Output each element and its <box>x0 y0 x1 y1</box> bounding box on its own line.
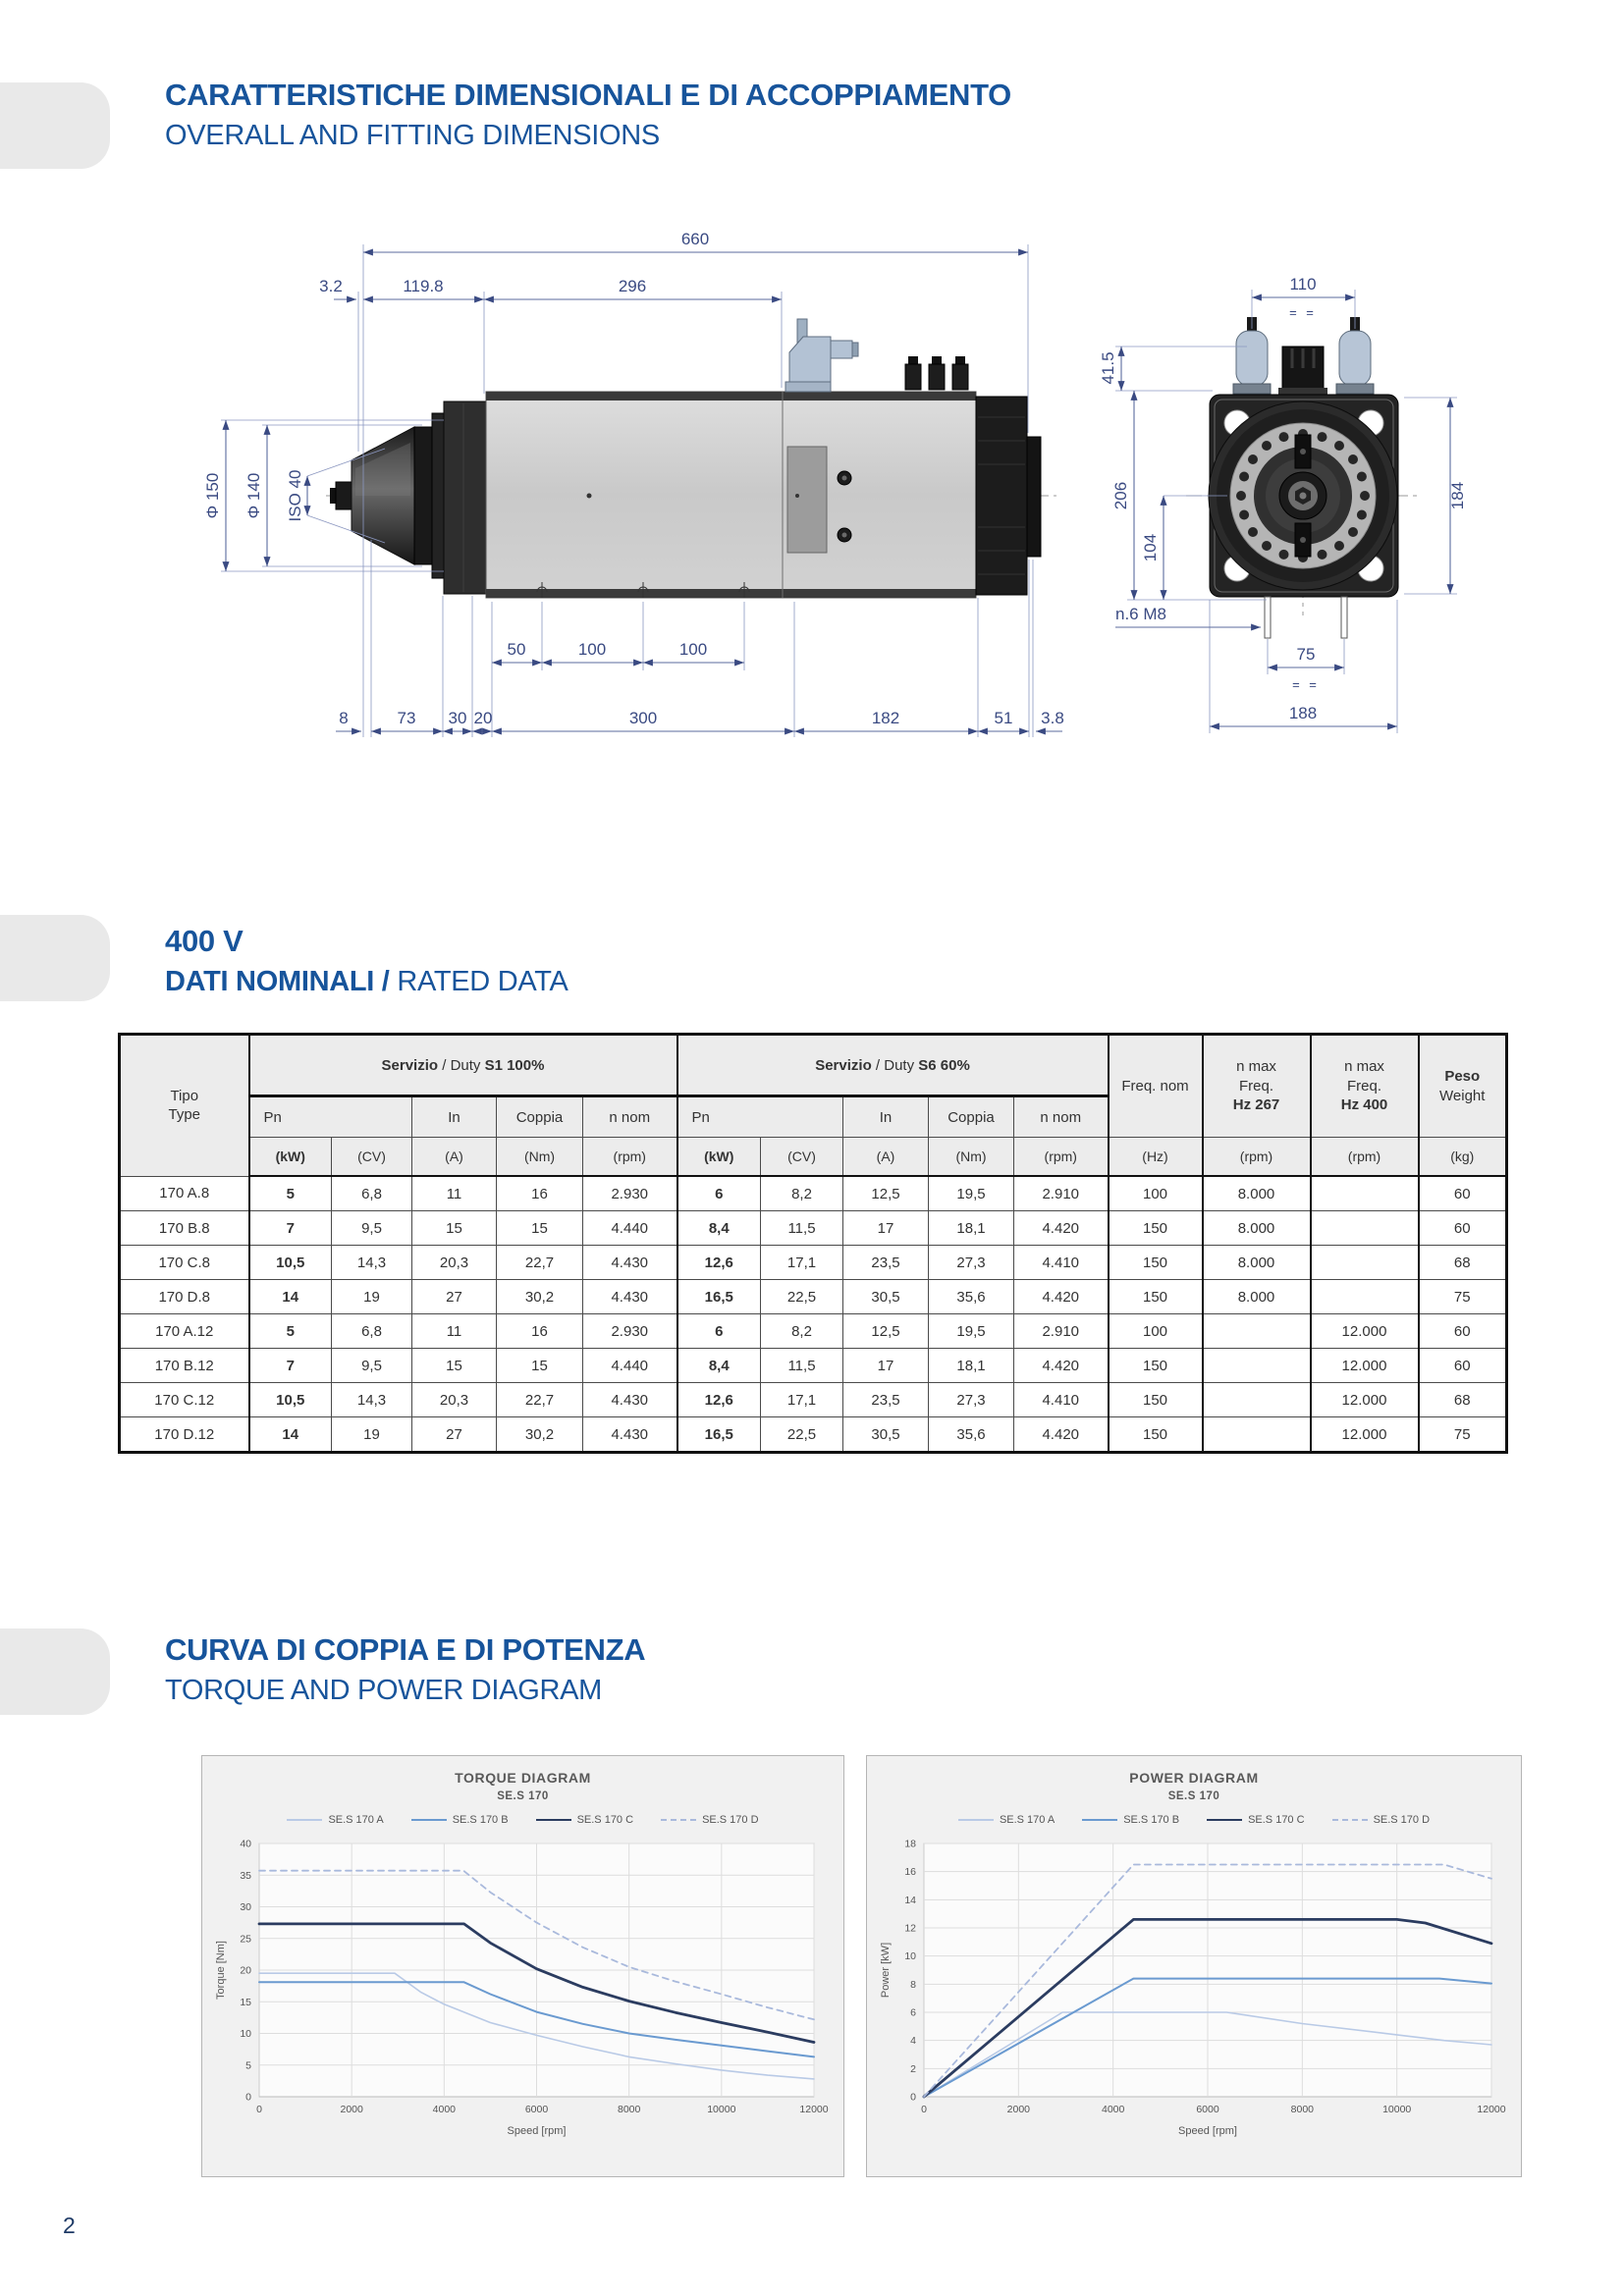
cell: 4.440 <box>583 1211 677 1246</box>
legend-item <box>287 1814 383 1826</box>
cell: 16 <box>497 1176 583 1211</box>
table-row <box>120 1417 1507 1453</box>
subheader-coppia-s6: Coppia <box>929 1096 1014 1138</box>
subheader-pn-s6: Pn <box>677 1096 843 1138</box>
cell: 19,5 <box>929 1176 1014 1211</box>
cell: 16,5 <box>677 1417 761 1453</box>
chart-title: TORQUE DIAGRAM <box>455 1770 591 1786</box>
unit-header: (rpm) <box>1311 1138 1419 1177</box>
cell: 11 <box>412 1176 497 1211</box>
unit-header: (Nm) <box>497 1138 583 1177</box>
legend-swatch <box>411 1819 447 1821</box>
table-row <box>120 1280 1507 1314</box>
cell: 2.910 <box>1014 1314 1109 1349</box>
cell: 8.000 <box>1203 1211 1311 1246</box>
dim-660: 660 <box>680 230 710 248</box>
x-axis-label: Speed [rpm] <box>507 2125 567 2137</box>
cell: 6,8 <box>332 1176 412 1211</box>
dim-182: 182 <box>871 709 900 727</box>
dim-dia150: Φ 150 <box>203 472 222 519</box>
cell: 75 <box>1419 1280 1507 1314</box>
cell: 4.430 <box>583 1280 677 1314</box>
cell: 170 D.12 <box>120 1417 249 1453</box>
cell: 170 A.12 <box>120 1314 249 1349</box>
cell: 6 <box>677 1176 761 1211</box>
cell: 11,5 <box>761 1211 843 1246</box>
cell: 12.000 <box>1311 1383 1419 1417</box>
legend-label: SE.S 170 A <box>328 1814 384 1826</box>
subheader-coppia-s1: Coppia <box>497 1096 583 1138</box>
ytick-label: 20 <box>240 1964 251 1977</box>
cell: 15 <box>412 1211 497 1246</box>
plot-area <box>877 1836 1511 2142</box>
cell: 19,5 <box>929 1314 1014 1349</box>
cell: 4.420 <box>1014 1211 1109 1246</box>
cell: 9,5 <box>332 1349 412 1383</box>
ytick-label: 35 <box>240 1869 251 1882</box>
legend-item <box>536 1814 633 1826</box>
cell: 4.430 <box>583 1246 677 1280</box>
torque-diagram-chart <box>201 1755 844 2177</box>
xtick-label: 10000 <box>707 2104 736 2115</box>
cell: 22,5 <box>761 1417 843 1453</box>
dim-73: 73 <box>397 709 416 727</box>
cell: 12,6 <box>677 1383 761 1417</box>
legend-label: SE.S 170 A <box>999 1814 1056 1826</box>
cell: 4.420 <box>1014 1417 1109 1453</box>
cell: 4.420 <box>1014 1349 1109 1383</box>
dim-100a: 100 <box>577 640 607 659</box>
legend-swatch <box>1082 1819 1117 1821</box>
ytick-label: 25 <box>240 1933 251 1946</box>
cell: 4.410 <box>1014 1246 1109 1280</box>
dim-206: 206 <box>1111 481 1130 510</box>
table-row <box>120 1211 1507 1246</box>
chart-title: POWER DIAGRAM <box>1129 1770 1259 1786</box>
cell: 15 <box>497 1349 583 1383</box>
cell: 12,6 <box>677 1246 761 1280</box>
cell: 7 <box>249 1211 332 1246</box>
unit-header: (Nm) <box>929 1138 1014 1177</box>
header-peso: Peso Weight <box>1419 1035 1507 1138</box>
section-tab <box>0 82 110 169</box>
cell: 12,5 <box>843 1176 929 1211</box>
unit-header: (kW) <box>677 1138 761 1177</box>
cell <box>1311 1211 1419 1246</box>
ytick-label: 30 <box>240 1901 251 1913</box>
dim-50: 50 <box>507 640 526 659</box>
cell: 150 <box>1109 1211 1203 1246</box>
plot-area <box>212 1836 834 2142</box>
cell: 68 <box>1419 1246 1507 1280</box>
cell: 14 <box>249 1280 332 1314</box>
cell: 170 B.12 <box>120 1349 249 1383</box>
technical-drawing <box>98 201 1532 780</box>
dim-184: 184 <box>1448 481 1467 510</box>
legend-item <box>1082 1814 1179 1826</box>
section-tab <box>0 915 110 1001</box>
section-tab <box>0 1629 110 1715</box>
table-row <box>120 1314 1507 1349</box>
rated-data-table <box>118 1033 1508 1454</box>
ytick-label: 15 <box>240 1996 251 2008</box>
section-heading-rated-data <box>165 921 568 1001</box>
xtick-label: 4000 <box>432 2104 457 2115</box>
subheader-in-s6: In <box>843 1096 929 1138</box>
cell: 4.410 <box>1014 1383 1109 1417</box>
subheader-nnom-s6: n nom <box>1014 1096 1109 1138</box>
cell: 8.000 <box>1203 1246 1311 1280</box>
cell: 150 <box>1109 1246 1203 1280</box>
cell: 4.430 <box>583 1417 677 1453</box>
cell: 17,1 <box>761 1246 843 1280</box>
cell: 8,2 <box>761 1314 843 1349</box>
cell: 8,4 <box>677 1349 761 1383</box>
cell: 2.910 <box>1014 1176 1109 1211</box>
ytick-label: 12 <box>904 1922 916 1935</box>
header-nmax-267: n max Freq. Hz 267 <box>1203 1035 1311 1138</box>
subheader-nnom-s1: n nom <box>583 1096 677 1138</box>
cell: 100 <box>1109 1176 1203 1211</box>
cell <box>1203 1349 1311 1383</box>
table-row <box>120 1383 1507 1417</box>
xtick-label: 2000 <box>1006 2104 1031 2115</box>
cell <box>1203 1383 1311 1417</box>
cell: 15 <box>497 1211 583 1246</box>
cell: 19 <box>332 1417 412 1453</box>
xtick-label: 8000 <box>617 2104 641 2115</box>
xtick-label: 2000 <box>340 2104 363 2115</box>
subheader-in-s1: In <box>412 1096 497 1138</box>
side-view <box>203 230 1064 737</box>
cell: 8.000 <box>1203 1280 1311 1314</box>
xtick-label: 12000 <box>799 2104 829 2115</box>
legend-swatch <box>287 1819 322 1821</box>
power-diagram-chart <box>866 1755 1522 2177</box>
dim-296: 296 <box>618 277 647 295</box>
cell: 4.440 <box>583 1349 677 1383</box>
cell: 170 C.12 <box>120 1383 249 1417</box>
cell: 14,3 <box>332 1246 412 1280</box>
legend-swatch <box>958 1819 994 1821</box>
cell: 150 <box>1109 1349 1203 1383</box>
cell: 170 D.8 <box>120 1280 249 1314</box>
cell: 12.000 <box>1311 1417 1419 1453</box>
dim-104: 104 <box>1141 533 1160 562</box>
cell <box>1311 1246 1419 1280</box>
unit-header: (A) <box>412 1138 497 1177</box>
cell: 12,5 <box>843 1314 929 1349</box>
subheader-pn-s1: Pn <box>249 1096 412 1138</box>
dim-iso40: ISO 40 <box>286 469 304 522</box>
cell: 20,3 <box>412 1383 497 1417</box>
table-row <box>120 1349 1507 1383</box>
ytick-label: 16 <box>904 1866 916 1879</box>
cell: 23,5 <box>843 1246 929 1280</box>
xtick-label: 10000 <box>1382 2104 1412 2115</box>
cell: 150 <box>1109 1280 1203 1314</box>
ytick-label: 14 <box>904 1894 916 1906</box>
header-nmax-400: n max Freq. Hz 400 <box>1311 1035 1419 1138</box>
cell: 19 <box>332 1280 412 1314</box>
cell: 30,5 <box>843 1280 929 1314</box>
legend-label: SE.S 170 B <box>1123 1814 1180 1826</box>
cell: 11,5 <box>761 1349 843 1383</box>
heading-italian: CURVA DI COPPIA E DI POTENZA <box>165 1632 646 1667</box>
legend-swatch <box>661 1819 696 1821</box>
unit-header: (kg) <box>1419 1138 1507 1177</box>
legend-label: SE.S 170 D <box>702 1814 759 1826</box>
dim-300: 300 <box>628 709 658 727</box>
cell: 10,5 <box>249 1383 332 1417</box>
label-n6-m8: n.6 M8 <box>1115 605 1166 623</box>
cell: 12.000 <box>1311 1314 1419 1349</box>
ytick-label: 2 <box>910 2062 916 2075</box>
cell: 23,5 <box>843 1383 929 1417</box>
dim-dia140: Φ 140 <box>244 472 263 519</box>
ytick-label: 10 <box>240 2028 251 2040</box>
cell: 75 <box>1419 1417 1507 1453</box>
header-freq-nom: Freq. nom <box>1109 1035 1203 1138</box>
header-duty-s6: Servizio / Duty S6 60% <box>677 1035 1109 1096</box>
hose-elbow-fitting <box>785 319 858 392</box>
rated-data-table-wrap <box>118 1033 1508 1454</box>
dim-30: 30 <box>448 709 467 727</box>
cell: 68 <box>1419 1383 1507 1417</box>
dim-8: 8 <box>339 709 349 727</box>
chart-subtitle: SE.S 170 <box>1167 1790 1220 1802</box>
cell: 16 <box>497 1314 583 1349</box>
legend-swatch <box>1207 1819 1242 1821</box>
xtick-label: 6000 <box>1196 2104 1219 2115</box>
ytick-label: 4 <box>910 2035 916 2048</box>
cell: 170 B.8 <box>120 1211 249 1246</box>
cell: 10,5 <box>249 1246 332 1280</box>
dim-3-8: 3.8 <box>1041 709 1064 727</box>
legend-label: SE.S 170 D <box>1373 1814 1431 1826</box>
cell: 27 <box>412 1417 497 1453</box>
dim-100b: 100 <box>678 640 708 659</box>
cell: 30,2 <box>497 1417 583 1453</box>
end-view <box>1099 275 1467 733</box>
cell: 15 <box>412 1349 497 1383</box>
cell: 8.000 <box>1203 1176 1311 1211</box>
table-row <box>120 1176 1507 1211</box>
cell: 6,8 <box>332 1314 412 1349</box>
cell <box>1203 1314 1311 1349</box>
dim-3-2: 3.2 <box>319 277 343 295</box>
cable-glands <box>905 356 968 390</box>
chart-legend <box>867 1814 1521 1826</box>
cell: 17 <box>843 1211 929 1246</box>
legend-item <box>661 1814 758 1826</box>
x-axis-label: Speed [rpm] <box>1178 2125 1237 2137</box>
cell: 30,2 <box>497 1280 583 1314</box>
cell: 27,3 <box>929 1383 1014 1417</box>
cell: 150 <box>1109 1383 1203 1417</box>
cell: 5 <box>249 1314 332 1349</box>
voltage-label: 400 V <box>165 924 244 958</box>
cell: 60 <box>1419 1314 1507 1349</box>
unit-header: (rpm) <box>1014 1138 1109 1177</box>
cell: 60 <box>1419 1211 1507 1246</box>
section-heading-curves <box>165 1629 645 1710</box>
cell: 8,4 <box>677 1211 761 1246</box>
dim-41-5: 41.5 <box>1099 351 1117 385</box>
cell: 60 <box>1419 1349 1507 1383</box>
cell: 2.930 <box>583 1176 677 1211</box>
cell: 170 A.8 <box>120 1176 249 1211</box>
equal-marks-top: = = <box>1289 305 1317 320</box>
ytick-label: 5 <box>245 2059 251 2072</box>
cell: 20,3 <box>412 1246 497 1280</box>
legend-swatch <box>1332 1819 1368 1821</box>
cell <box>1203 1417 1311 1453</box>
cell: 17 <box>843 1349 929 1383</box>
cell <box>1311 1280 1419 1314</box>
cell: 14,3 <box>332 1383 412 1417</box>
legend-label: SE.S 170 C <box>1248 1814 1305 1826</box>
unit-header: (CV) <box>761 1138 843 1177</box>
y-axis-label: Torque [Nm] <box>215 1941 227 2000</box>
ytick-label: 18 <box>904 1838 916 1850</box>
chart-subtitle: SE.S 170 <box>497 1790 549 1802</box>
section-heading-dimensions <box>165 75 1011 155</box>
unit-header: (A) <box>843 1138 929 1177</box>
xtick-label: 12000 <box>1477 2104 1506 2115</box>
heading-bilingual <box>165 962 568 1001</box>
ytick-label: 0 <box>245 2091 251 2104</box>
chart-legend <box>202 1814 843 1826</box>
heading-english: TORQUE AND POWER DIAGRAM <box>165 1675 603 1706</box>
cell: 18,1 <box>929 1349 1014 1383</box>
dim-51: 51 <box>994 709 1013 727</box>
dim-75: 75 <box>1296 645 1316 664</box>
cell: 14 <box>249 1417 332 1453</box>
cell: 4.420 <box>1014 1280 1109 1314</box>
cell: 170 C.8 <box>120 1246 249 1280</box>
cell: 60 <box>1419 1176 1507 1211</box>
cell: 22,5 <box>761 1280 843 1314</box>
cell: 2.930 <box>583 1314 677 1349</box>
cell: 7 <box>249 1349 332 1383</box>
cell: 30,5 <box>843 1417 929 1453</box>
equal-marks-bottom: = = <box>1292 677 1320 692</box>
cell: 27 <box>412 1280 497 1314</box>
cell: 17,1 <box>761 1383 843 1417</box>
cell: 35,6 <box>929 1280 1014 1314</box>
unit-header: (kW) <box>249 1138 332 1177</box>
dim-110: 110 <box>1289 275 1317 294</box>
legend-label: SE.S 170 B <box>452 1814 509 1826</box>
table-row <box>120 1246 1507 1280</box>
cell <box>1311 1176 1419 1211</box>
xtick-label: 6000 <box>524 2104 549 2115</box>
header-duty-s1: Servizio / Duty S1 100% <box>249 1035 677 1096</box>
heading-english: RATED DATA <box>389 966 568 997</box>
ytick-label: 6 <box>910 2006 916 2019</box>
legend-swatch <box>536 1819 571 1821</box>
cell: 5 <box>249 1176 332 1211</box>
dim-188: 188 <box>1288 704 1318 722</box>
connectors <box>1233 317 1374 396</box>
page-number: 2 <box>63 2213 76 2238</box>
cell: 8,2 <box>761 1176 843 1211</box>
cell: 4.430 <box>583 1383 677 1417</box>
cell: 16,5 <box>677 1280 761 1314</box>
cell: 22,7 <box>497 1383 583 1417</box>
heading-italian: CARATTERISTICHE DIMENSIONALI E DI ACCOPPIAMENTO <box>165 78 1011 112</box>
legend-item <box>411 1814 509 1826</box>
heading-english: OVERALL AND FITTING DIMENSIONS <box>165 120 660 151</box>
ytick-label: 0 <box>910 2091 916 2104</box>
unit-header: (Hz) <box>1109 1138 1203 1177</box>
header-tipo: Tipo Type <box>120 1035 249 1177</box>
dim-119-8: 119.8 <box>403 277 444 295</box>
ytick-label: 8 <box>910 1978 916 1991</box>
ytick-label: 40 <box>240 1838 251 1850</box>
cell: 18,1 <box>929 1211 1014 1246</box>
cell: 11 <box>412 1314 497 1349</box>
legend-label: SE.S 170 C <box>576 1814 634 1826</box>
cell: 35,6 <box>929 1417 1014 1453</box>
cell: 27,3 <box>929 1246 1014 1280</box>
dim-20: 20 <box>473 709 493 727</box>
cell: 100 <box>1109 1314 1203 1349</box>
legend-item <box>1332 1814 1430 1826</box>
xtick-label: 0 <box>921 2104 927 2115</box>
cell: 6 <box>677 1314 761 1349</box>
cell: 12.000 <box>1311 1349 1419 1383</box>
ytick-label: 10 <box>904 1950 916 1963</box>
xtick-label: 0 <box>256 2104 262 2115</box>
legend-item <box>1207 1814 1304 1826</box>
unit-header: (rpm) <box>583 1138 677 1177</box>
cell: 150 <box>1109 1417 1203 1453</box>
unit-header: (CV) <box>332 1138 412 1177</box>
y-axis-label: Power [kW] <box>880 1942 892 1999</box>
xtick-label: 4000 <box>1101 2104 1125 2115</box>
unit-header: (rpm) <box>1203 1138 1311 1177</box>
xtick-label: 8000 <box>1290 2104 1315 2115</box>
heading-italian: DATI NOMINALI / <box>165 966 390 997</box>
cell: 22,7 <box>497 1246 583 1280</box>
legend-item <box>958 1814 1055 1826</box>
cell: 9,5 <box>332 1211 412 1246</box>
